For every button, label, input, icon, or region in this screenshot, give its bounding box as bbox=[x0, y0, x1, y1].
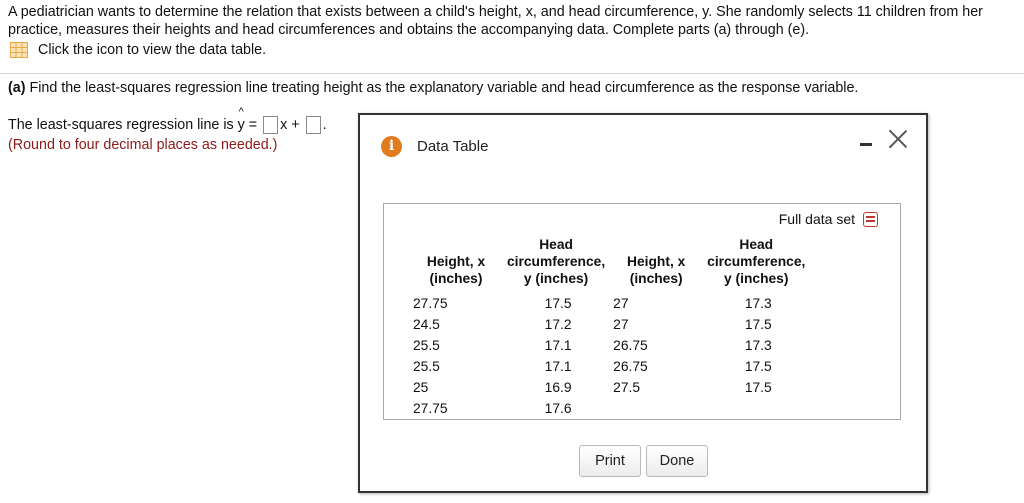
part-a-label: (a) bbox=[8, 80, 26, 96]
table-cell: 17.3 bbox=[744, 296, 772, 311]
part-a-question bbox=[8, 80, 858, 96]
rounding-note: (Round to four decimal places as needed.) bbox=[8, 137, 278, 153]
close-icon[interactable] bbox=[888, 129, 908, 149]
slope-input[interactable] bbox=[263, 116, 278, 134]
data-table bbox=[409, 236, 809, 419]
answer-prefix: The least-squares regression line is bbox=[8, 117, 238, 133]
table-cell: 27 bbox=[613, 296, 629, 311]
table-cell: 27.75 bbox=[413, 296, 448, 311]
table-cell: 17.3 bbox=[744, 338, 772, 353]
table-cell: 17.1 bbox=[544, 359, 572, 374]
table-cell: 17.5 bbox=[544, 296, 572, 311]
table-cell: 17.5 bbox=[744, 317, 772, 332]
x-plus-text: x + bbox=[280, 117, 304, 133]
header-head-circ-2: Head circumference, y (inches) bbox=[707, 237, 806, 286]
table-cell: 27 bbox=[613, 317, 629, 332]
table-cell: 26.75 bbox=[613, 359, 648, 374]
table-row bbox=[409, 293, 809, 314]
table-cell: 25.5 bbox=[413, 338, 440, 353]
view-data-table-label[interactable]: Click the icon to view the data table. bbox=[38, 42, 267, 58]
done-button[interactable]: Done bbox=[646, 445, 708, 477]
header-height-2: Height, x (inches) bbox=[627, 254, 686, 286]
table-cell bbox=[609, 398, 703, 419]
table-cell: 25 bbox=[413, 380, 429, 395]
table-row bbox=[409, 356, 809, 377]
copy-data-icon[interactable] bbox=[863, 212, 878, 227]
full-data-set-label[interactable]: Full data set bbox=[778, 211, 855, 227]
table-grid-icon[interactable] bbox=[10, 42, 28, 58]
table-cell: 26.75 bbox=[613, 338, 648, 353]
table-cell: 24.5 bbox=[413, 317, 440, 332]
regression-answer-line bbox=[8, 116, 327, 134]
table-cell: 27.5 bbox=[613, 380, 641, 395]
table-cell: 27.75 bbox=[413, 401, 448, 416]
table-row bbox=[409, 314, 809, 335]
table-cell: 17.1 bbox=[544, 338, 572, 353]
print-button[interactable]: Print bbox=[579, 445, 641, 477]
header-height-1: Height, x (inches) bbox=[426, 254, 486, 286]
equals-sign: = bbox=[244, 117, 262, 133]
table-cell: 17.2 bbox=[544, 317, 572, 332]
table-row bbox=[409, 398, 809, 419]
header-head-circ-1: Head circumference, y (inches) bbox=[507, 237, 606, 286]
view-data-table-link[interactable] bbox=[10, 42, 266, 58]
table-row bbox=[409, 377, 809, 398]
info-icon: i bbox=[381, 136, 402, 157]
table-cell: 17.5 bbox=[744, 380, 772, 395]
section-divider bbox=[0, 73, 1024, 74]
part-a-text: Find the least-squares regression line treating height as the explanatory variable and head circumference as the response variable. bbox=[29, 80, 859, 96]
data-table-panel bbox=[383, 203, 901, 420]
dialog-title: Data Table bbox=[417, 138, 489, 155]
full-data-set-link[interactable] bbox=[779, 211, 878, 227]
table-cell: 17.5 bbox=[744, 359, 772, 374]
answer-period: . bbox=[322, 117, 327, 133]
table-cell bbox=[703, 398, 809, 419]
table-header-row bbox=[409, 236, 809, 293]
table-cell: 25.5 bbox=[413, 359, 440, 374]
table-cell: 17.6 bbox=[544, 401, 572, 416]
data-table-dialog bbox=[358, 113, 928, 493]
intercept-input[interactable] bbox=[306, 116, 321, 134]
table-cell: 16.9 bbox=[544, 380, 572, 395]
minimize-icon[interactable] bbox=[860, 143, 872, 146]
table-row bbox=[409, 335, 809, 356]
y-hat-symbol: ^ y bbox=[238, 117, 245, 133]
problem-statement: A pediatrician wants to determine the relation that exists between a child's height, x, and head circumference, y. She randomly selects 11 children from her practice, measures their heights and head circumferences and obtains the accompanying data. Complete parts (a) through (e). bbox=[8, 4, 983, 38]
